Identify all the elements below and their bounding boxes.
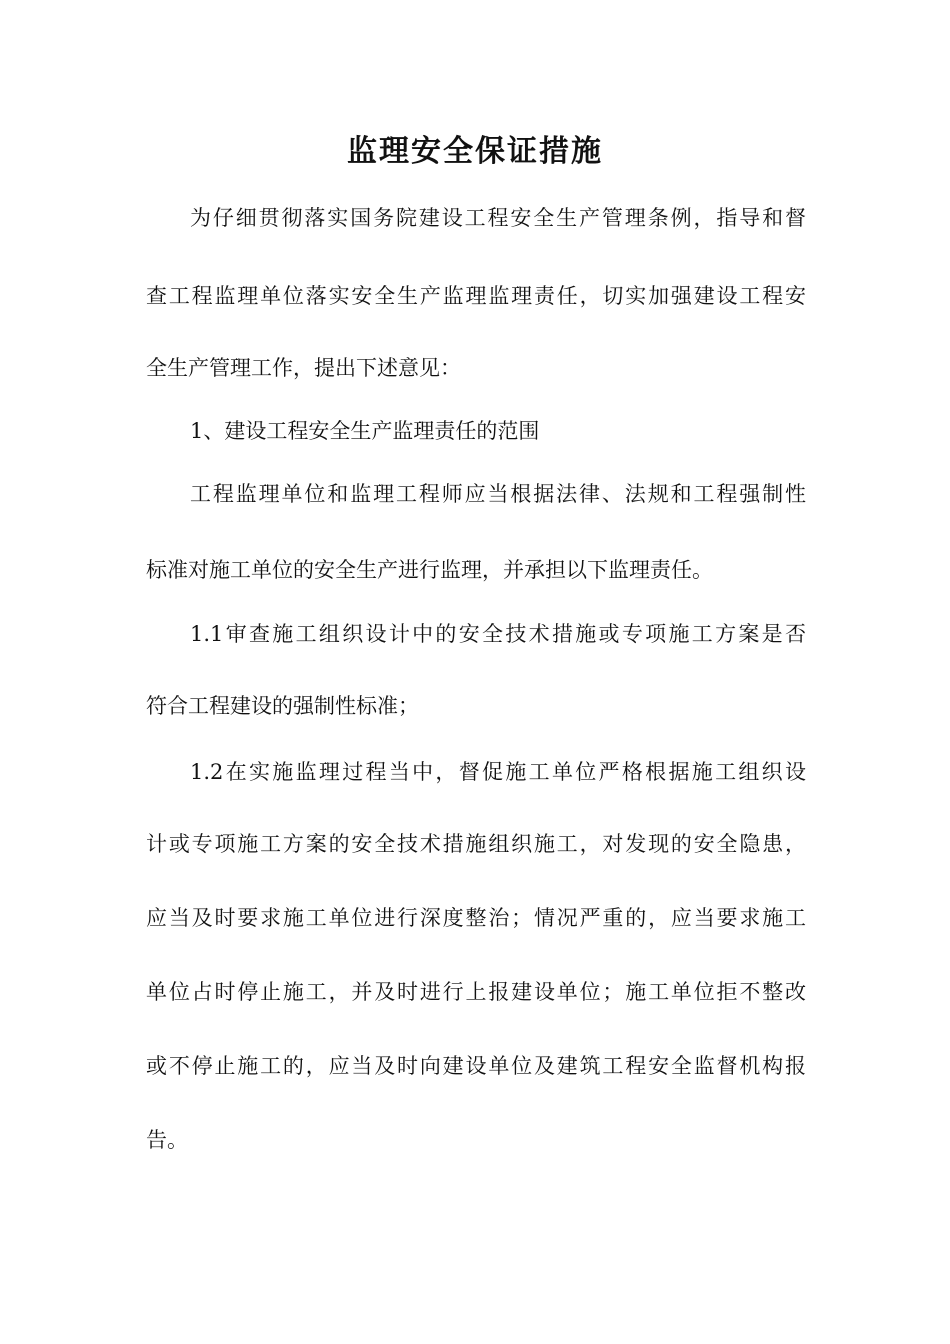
paragraph-line: 查工程监理单位落实安全生产监理监理责任，切实加强建设工程安 bbox=[146, 284, 806, 308]
paragraph-line: 告。 bbox=[146, 1128, 188, 1152]
paragraph-line: 符合工程建设的强制性标准； bbox=[146, 694, 419, 718]
section-heading: 1、建设工程安全生产监理责任的范围 bbox=[190, 419, 540, 443]
paragraph-line: 1.1审查施工组织设计中的安全技术措施或专项施工方案是否 bbox=[190, 622, 806, 646]
paragraph-line: 标准对施工单位的安全生产进行监理，并承担以下监理责任。 bbox=[146, 558, 713, 582]
paragraph-line: 计或专项施工方案的安全技术措施组织施工，对发现的安全隐患， bbox=[146, 832, 806, 856]
paragraph-line: 1.2在实施监理过程当中，督促施工单位严格根据施工组织设 bbox=[190, 760, 806, 784]
paragraph-line: 工程监理单位和监理工程师应当根据法律、法规和工程强制性 bbox=[190, 482, 806, 506]
paragraph-line: 或不停止施工的，应当及时向建设单位及建筑工程安全监督机构报 bbox=[146, 1054, 806, 1078]
paragraph-line: 为仔细贯彻落实国务院建设工程安全生产管理条例，指导和督 bbox=[190, 206, 806, 230]
document-title: 监理安全保证措施 bbox=[347, 134, 603, 169]
paragraph-line: 全生产管理工作，提出下述意见： bbox=[146, 356, 461, 380]
paragraph-line: 单位占时停止施工，并及时进行上报建设单位；施工单位拒不整改 bbox=[146, 980, 806, 1004]
paragraph-line: 应当及时要求施工单位进行深度整治；情况严重的，应当要求施工 bbox=[146, 906, 806, 930]
